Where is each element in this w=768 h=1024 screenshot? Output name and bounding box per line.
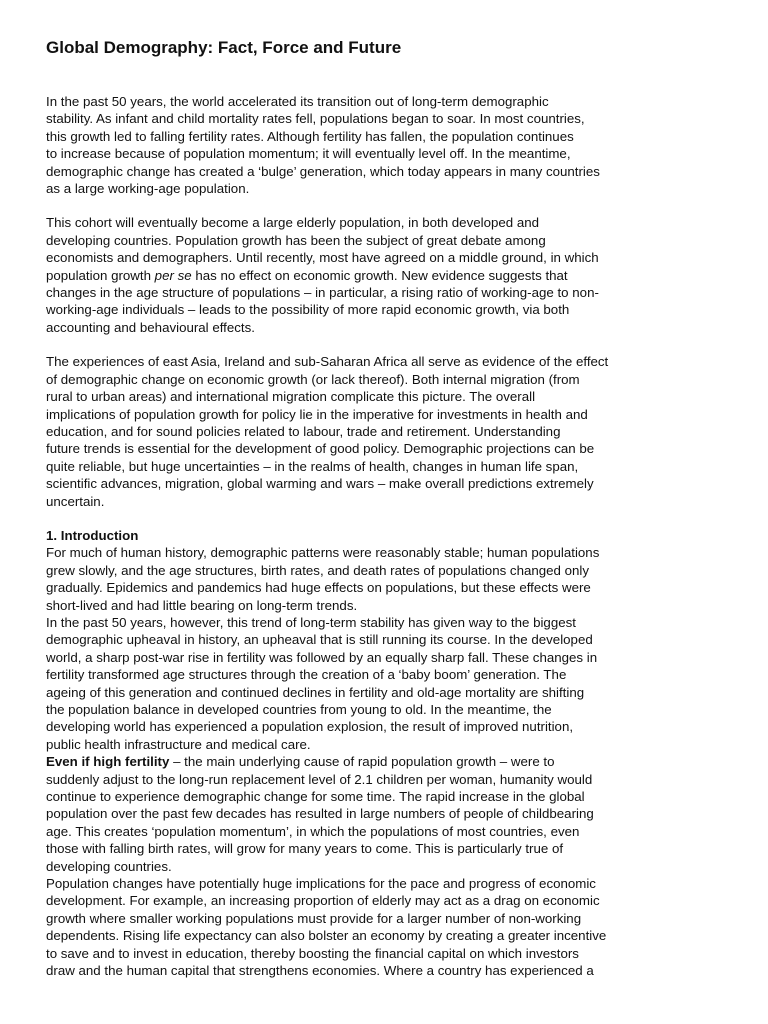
text-line: uncertain. bbox=[46, 493, 105, 509]
intro-paragraph-1 bbox=[46, 544, 724, 614]
text-line: population over the past few decades has resulted in large numbers of people of childbearing bbox=[46, 806, 594, 822]
text-line: developing countries. Population growth has been the subject of great debate among bbox=[46, 232, 546, 248]
text-line: demographic upheaval in history, an upheaval that is still running its course. In the developed bbox=[46, 632, 593, 648]
text-line: accounting and behavioural effects. bbox=[46, 319, 255, 335]
text-line: stability. As infant and child mortality rates fell, populations began to soar. In most countries, bbox=[46, 111, 585, 127]
text-line: dependents. Rising life expectancy can also bolster an economy by creating a greater incentive bbox=[46, 928, 607, 944]
text-line: draw and the human capital that strengthens economies. Where a country has experienced a bbox=[46, 963, 594, 979]
text-line bbox=[46, 753, 724, 770]
text-line: In the past 50 years, the world accelerated its transition out of long-term demographic bbox=[46, 94, 549, 109]
text-run: – the main underlying cause of rapid population growth – were to bbox=[169, 754, 555, 770]
intro-paragraph-2 bbox=[46, 614, 724, 753]
abstract-paragraph-2 bbox=[46, 214, 724, 336]
text-line: as a large working-age population. bbox=[46, 181, 250, 197]
text-line: grew slowly, and the age structures, birth rates, and death rates of populations changed only bbox=[46, 562, 590, 578]
text-line: world, a sharp post-war rise in fertility was followed by an equally sharp fall. These changes in bbox=[46, 649, 598, 665]
italic-term: per se bbox=[154, 267, 192, 283]
text-line: fertility transformed age structures through the creation of a ‘baby boom’ generation. The bbox=[46, 667, 567, 683]
text-line: of demographic change on economic growth (or lack thereof). Both internal migration (from bbox=[46, 371, 580, 387]
text-run: population growth bbox=[46, 267, 155, 283]
text-line: to increase because of population momentum; it will eventually level off. In the meantime, bbox=[46, 146, 571, 162]
text-line: age. This creates ‘population momentum’, in which the populations of most countries, even bbox=[46, 823, 580, 839]
text-line: changes in the age structure of populations – in particular, a rising ratio of working-age to non- bbox=[46, 285, 599, 301]
text-line: continue to experience demographic change for some time. The rapid increase in the global bbox=[46, 789, 585, 805]
text-line: development. For example, an increasing proportion of elderly may act as a drag on economic bbox=[46, 893, 600, 909]
text-line: growth where smaller working populations must provide for a larger number of non-working bbox=[46, 910, 582, 926]
text-line bbox=[46, 267, 724, 284]
text-line: demographic change has created a ‘bulge’ generation, which today appears in many countries bbox=[46, 163, 600, 179]
document-title: Global Demography: Fact, Force and Future bbox=[46, 38, 402, 57]
text-line: gradually. Epidemics and pandemics had huge effects on populations, but these effects were bbox=[46, 580, 591, 596]
text-line: public health infrastructure and medical care. bbox=[46, 736, 311, 752]
text-line: the population balance in developed countries from young to old. In the meantime, the bbox=[46, 702, 552, 717]
text-run: has no effect on economic growth. New evidence suggests that bbox=[191, 267, 568, 283]
abstract-paragraph-1 bbox=[46, 93, 724, 197]
text-line: to save and to invest in education, thereby boosting the financial capital on which investors bbox=[46, 945, 579, 961]
abstract-paragraph-3 bbox=[46, 353, 724, 510]
text-line: working-age individuals – leads to the possibility of more rapid economic growth, via both bbox=[46, 302, 570, 318]
text-line: rural to urban areas) and international migration complicate this picture. The overall bbox=[46, 389, 536, 405]
text-line: future trends is essential for the development of good policy. Demographic projections can be bbox=[46, 441, 595, 457]
text-line: implications of population growth for policy lie in the imperative for investments in health and bbox=[46, 406, 588, 422]
text-line: This cohort will eventually become a large elderly population, in both developed and bbox=[46, 215, 540, 231]
text-line: In the past 50 years, however, this trend of long-term stability has given way to the biggest bbox=[46, 614, 576, 630]
text-line: suddenly adjust to the long-run replacement level of 2.1 children per woman, humanity would bbox=[46, 771, 593, 787]
text-line: scientific advances, migration, global warming and wars – make overall predictions extremely bbox=[46, 476, 594, 492]
section-heading-introduction: 1. Introduction bbox=[46, 527, 139, 543]
text-line: The experiences of east Asia, Ireland and sub-Saharan Africa all serve as evidence of the effect bbox=[46, 354, 609, 370]
text-line: economists and demographers. Until recently, most have agreed on a middle ground, in which bbox=[46, 250, 599, 266]
text-line: developing world has experienced a population explosion, the result of improved nutrition, bbox=[46, 719, 574, 735]
intro-paragraph-4 bbox=[46, 875, 724, 979]
intro-paragraph-3 bbox=[46, 753, 724, 875]
text-line: developing countries. bbox=[46, 858, 172, 874]
text-line: short-lived and had little bearing on long-term trends. bbox=[46, 597, 358, 613]
text-line: Population changes have potentially huge implications for the pace and progress of economic bbox=[46, 876, 596, 892]
text-line: quite reliable, but huge uncertainties – in the realms of health, changes in human life span, bbox=[46, 458, 579, 474]
text-line: education, and for sound policies related to labour, trade and retirement. Understanding bbox=[46, 423, 561, 439]
text-line: this growth led to falling fertility rates. Although fertility has fallen, the population continues bbox=[46, 128, 574, 144]
text-line: For much of human history, demographic patterns were reasonably stable; human populations bbox=[46, 545, 600, 561]
text-line: those with falling birth rates, will grow for many years to come. This is particularly true of bbox=[46, 841, 564, 857]
text-line: ageing of this generation and continued declines in fertility and old-age mortality are shifting bbox=[46, 684, 585, 700]
bold-phrase: Even if high fertility bbox=[46, 754, 170, 770]
